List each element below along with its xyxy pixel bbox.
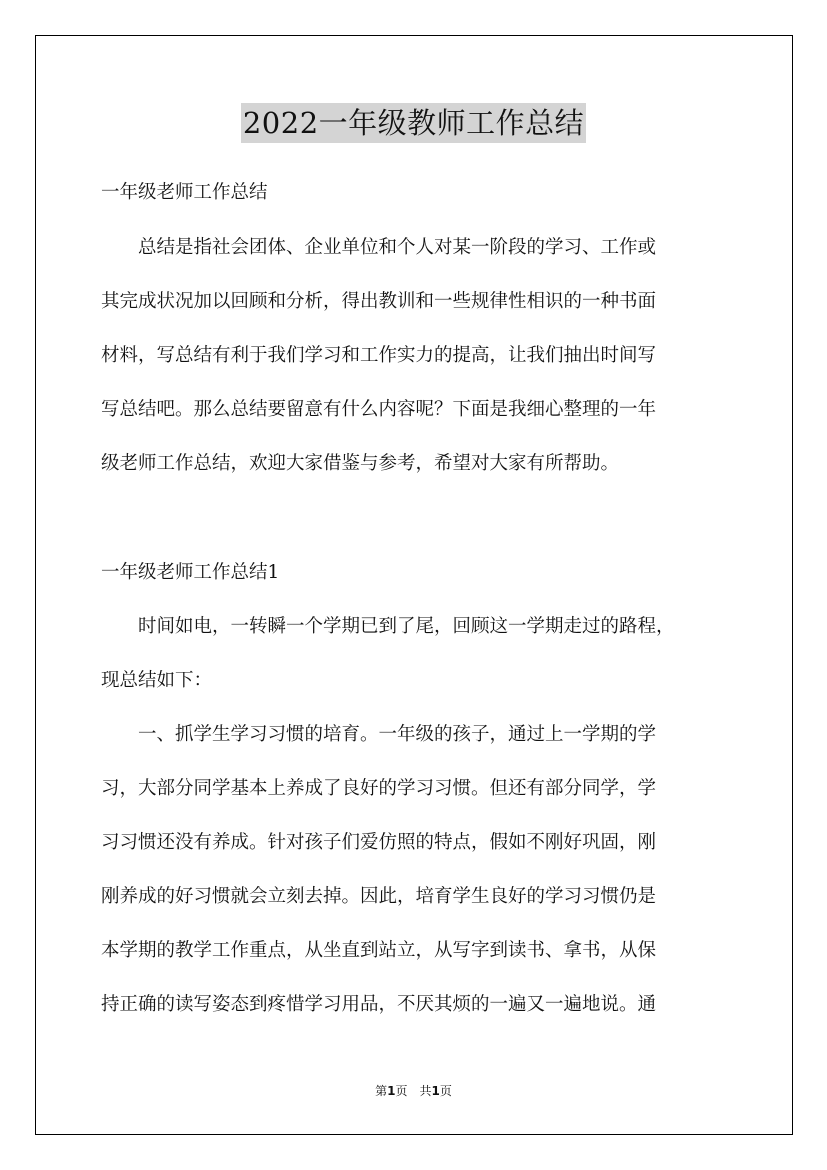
section-line: 刚养成的好习惯就会立刻去掉。因此，培育学生良好的学习习惯仍是 [101,886,657,907]
footer-page-current: 1 [387,1084,396,1098]
intro-line: 写总结吧。那么总结要留意有什么内容呢？下面是我细心整理的一年 [101,399,657,420]
section-line: 现总结如下： [101,670,213,691]
footer-prefix: 第 [375,1084,388,1098]
intro-line: 级老师工作总结，欢迎大家借鉴与参考，希望对大家有所帮助。 [101,453,620,474]
intro-line: 其完成状况加以回顾和分析，得出教训和一些规律性相识的一种书面 [101,291,657,312]
section-line: 时间如电，一转瞬一个学期已到了尾，回顾这一学期走过的路程， [101,616,675,637]
section-line: 持正确的读写姿态到疼惜学习用品，不厌其烦的一遍又一遍地说。通 [101,994,657,1015]
document-title: 2022一年级教师工作总结 [241,103,586,143]
intro-line: 总结是指社会团体、企业单位和个人对某一阶段的学习、工作或 [101,237,657,258]
footer-page-total: 1 [431,1084,440,1098]
heading-intro: 一年级老师工作总结 [101,182,268,203]
heading-section-1: 一年级老师工作总结1 [101,562,280,583]
footer-suffix: 页 [439,1084,452,1098]
section-line: 习，大部分同学基本上养成了良好的学习习惯。但还有部分同学，学 [101,778,657,799]
section-line: 本学期的教学工作重点，从坐直到站立，从写字到读书、拿书，从保 [101,940,657,961]
page-footer [0,1083,827,1099]
section-line: 一、抓学生学习习惯的培育。一年级的孩子，通过上一学期的学 [101,724,657,745]
intro-line: 材料，写总结有利于我们学习和工作实力的提高，让我们抽出时间写 [101,345,657,366]
title-wrapper [0,103,827,143]
section-line: 习习惯还没有养成。针对孩子们爱仿照的特点，假如不刚好巩固，刚 [101,832,657,853]
footer-mid: 页 共 [395,1084,432,1098]
